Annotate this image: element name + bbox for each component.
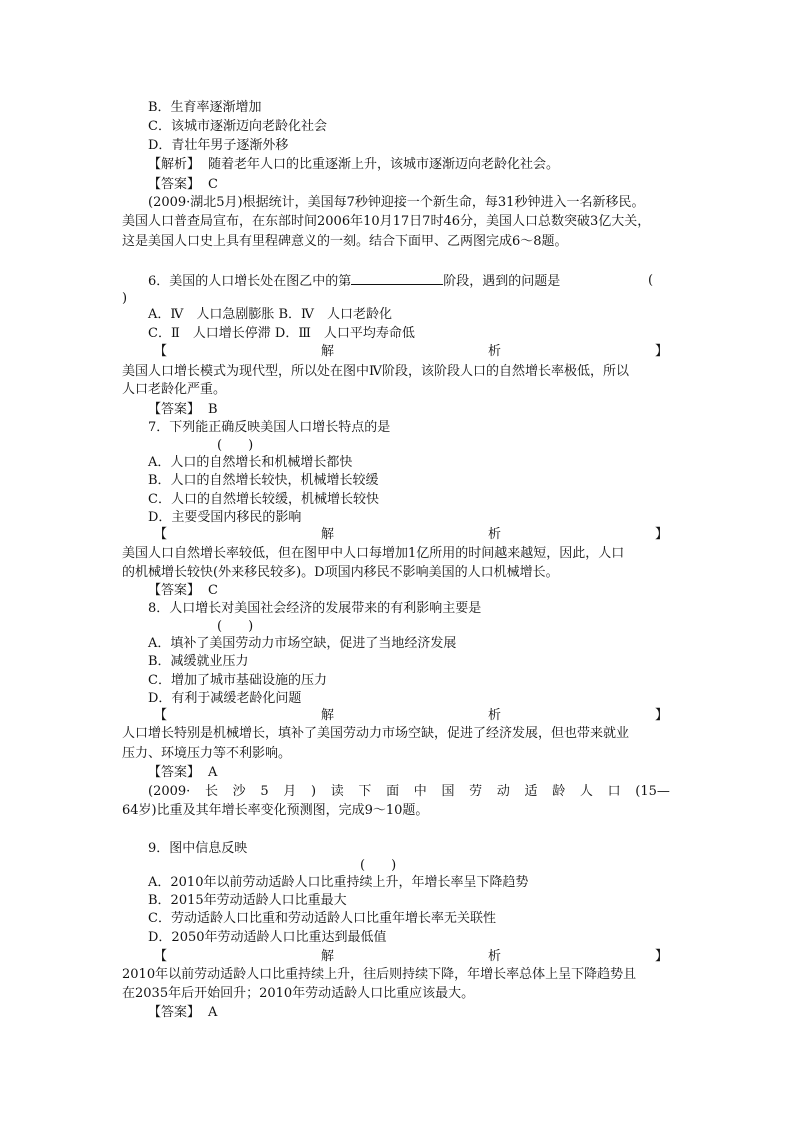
- passage2-char: 读: [330, 784, 344, 799]
- q6-paren-close: ): [122, 291, 128, 306]
- passage2-char: 适: [524, 784, 538, 799]
- answer-value: A: [208, 765, 218, 780]
- passage2-char: 下: [358, 784, 372, 799]
- analysis-char-xi: 析: [487, 949, 501, 964]
- q9-option-b: B．2015年劳动适龄人口比重最大: [148, 893, 347, 908]
- q6-analysis-line2: 人口老龄化严重。: [122, 382, 227, 397]
- q9-answer: [148, 1004, 217, 1022]
- q8-analysis-header: [122, 707, 668, 725]
- analysis-char-jie: 解: [320, 527, 334, 542]
- bracket-open: 【: [154, 708, 168, 723]
- q5-option-c: C．该城市逐渐迈向老龄化社会: [148, 119, 327, 134]
- q6-analysis-header: [122, 343, 668, 361]
- answer-value: A: [208, 1005, 218, 1020]
- answer-value: B: [208, 402, 218, 417]
- bracket-close: 】: [654, 708, 668, 723]
- q7-option-c: C．人口的自然增长较缓，机械增长较快: [148, 492, 379, 507]
- q7-option-a: A．人口的自然增长和机械增长都快: [148, 455, 353, 470]
- q8-option-d: D．有利于减缓老龄化问题: [148, 691, 302, 706]
- analysis-char-xi: 析: [487, 527, 501, 542]
- q6-answer: [148, 401, 218, 419]
- passage2-char: 面: [386, 784, 400, 799]
- answer-label: 【答案】: [148, 402, 201, 417]
- q8-option-c: C．增加了城市基础设施的压力: [148, 673, 327, 688]
- q5-analysis: [148, 156, 559, 174]
- analysis-label: 【解析】: [148, 157, 201, 172]
- passage2-char: 中: [413, 784, 427, 799]
- q7-analysis-line1: 美国人口自然增长率较低，但在图甲中人口每增加1亿所用的时间越来越短，因此，人口: [122, 546, 625, 561]
- q8-stem: 8．人口增长对美国社会经济的发展带来的有利影响主要是: [148, 601, 482, 616]
- q7-answer: [148, 582, 218, 600]
- analysis-char-jie: 解: [320, 708, 334, 723]
- q8-option-a: A．填补了美国劳动力市场空缺，促进了当地经济发展: [148, 636, 457, 651]
- q8-analysis-line2: 压力、环境压力等不利影响。: [122, 746, 292, 761]
- q6-analysis-line1: 美国人口增长模式为现代型，所以处在图中Ⅳ阶段，该阶段人口的自然增长率极低，所以: [122, 364, 629, 379]
- q9-option-c: C．劳动适龄人口比重和劳动适龄人口比重年增长率无关联性: [148, 911, 496, 926]
- q8-paren: ( ): [217, 619, 254, 634]
- passage2-char: 月: [283, 784, 297, 799]
- passage1-line3: 这是美国人口史上具有里程碑意义的一刻。结合下面甲、乙两图完成6～8题。: [122, 234, 568, 249]
- analysis-char-xi: 析: [487, 344, 501, 359]
- q5-option-b: B．生育率逐渐增加: [148, 100, 262, 115]
- q7-option-d: D．主要受国内移民的影响: [148, 510, 302, 525]
- answer-value: C: [208, 177, 218, 192]
- analysis-char-jie: 解: [320, 949, 334, 964]
- passage1-line2: 美国人口普查局宣布，在东部时间2006年10月17日7时46分，美国人口总数突破3亿大关，: [122, 214, 651, 229]
- answer-value: C: [208, 583, 218, 598]
- passage2-char: 劳: [469, 784, 483, 799]
- bracket-open: 【: [154, 344, 168, 359]
- q6-stem-a: 6．美国的人口增长处在图乙中的第: [148, 274, 352, 289]
- q7-analysis-header: [122, 526, 668, 544]
- bracket-close: 】: [654, 344, 668, 359]
- q8-option-b: B．减缓就业压力: [148, 654, 249, 669]
- bracket-close: 】: [654, 527, 668, 542]
- passage2-char: 龄: [552, 784, 566, 799]
- passage2-char: ): [310, 784, 317, 799]
- answer-label: 【答案】: [148, 765, 201, 780]
- passage2-char: 国: [441, 784, 455, 799]
- q9-option-d: D．2050年劳动适龄人口比重达到最低值: [148, 930, 387, 945]
- answer-label: 【答案】: [148, 1005, 201, 1020]
- q7-option-b: B．人口的自然增长较快，机械增长较缓: [148, 473, 379, 488]
- q9-analysis-line1: 2010年以前劳动适龄人口比重持续上升，往后则持续下降，年增长率总体上呈下降趋势且: [122, 967, 637, 982]
- q9-analysis-line2: 在2035年后开始回升；2010年劳动适龄人口比重应该最大。: [122, 986, 475, 1001]
- passage2-char: 长: [204, 784, 218, 799]
- analysis-char-jie: 解: [320, 344, 334, 359]
- q6-stem-b: 阶段，遇到的问题是: [443, 274, 561, 289]
- q6-options-cd: C．Ⅱ 人口增长停滞 D．Ⅲ 人口平均寿命低: [148, 326, 415, 341]
- passage2-char: (15—: [635, 784, 670, 799]
- q8-answer: [148, 764, 217, 782]
- bracket-close: 】: [654, 949, 668, 964]
- q7-stem: 7．下列能正确反映美国人口增长特点的是: [148, 420, 391, 435]
- bracket-open: 【: [154, 527, 168, 542]
- q9-paren: ( ): [360, 858, 397, 873]
- answer-label: 【答案】: [148, 583, 201, 598]
- q7-analysis-line2: 的机械增长较快(外来移民较多)。D项国内移民不影响美国的人口机械增长。: [122, 565, 559, 580]
- q8-analysis-line1: 人口增长特别是机械增长，填补了美国劳动力市场空缺，促进了经济发展，但也带来就业: [122, 726, 630, 741]
- q9-stem: 9．图中信息反映: [148, 841, 248, 856]
- answer-label: 【答案】: [148, 177, 201, 192]
- passage2-char: 5: [260, 784, 269, 799]
- q6-stem: [148, 272, 560, 291]
- q9-analysis-header: [122, 948, 668, 966]
- passage2-line1: [148, 783, 670, 801]
- q6-options-ab: A．Ⅳ 人口急剧膨胀 B．Ⅳ 人口老龄化: [148, 307, 393, 322]
- analysis-char-xi: 析: [487, 708, 501, 723]
- passage2-char: 沙: [232, 784, 246, 799]
- analysis-text: 随着老年人口的比重逐渐上升，该城市逐渐迈向老龄化社会。: [208, 157, 560, 172]
- passage1-line1: (2009·湖北5月)根据统计，美国每7秒钟迎接一个新生命，每31秒钟进入一名新移民。: [148, 195, 645, 210]
- q6-paren-open: (: [648, 273, 654, 288]
- passage2-char: 人: [579, 784, 593, 799]
- passage2-char: 动: [496, 784, 510, 799]
- q9-option-a: A．2010年以前劳动适龄人口比重持续上升，年增长率呈下降趋势: [148, 875, 529, 890]
- passage2-line2: 64岁)比重及其年增长率变化预测图，完成9～10题。: [122, 803, 429, 818]
- q5-answer: [148, 176, 218, 194]
- answer-blank: [351, 272, 443, 285]
- passage2-char: 口: [607, 784, 621, 799]
- q7-paren: ( ): [217, 438, 254, 453]
- bracket-open: 【: [154, 949, 168, 964]
- passage2-char: (2009·: [148, 784, 191, 799]
- q5-option-d: D．青壮年男子逐渐外移: [148, 138, 289, 153]
